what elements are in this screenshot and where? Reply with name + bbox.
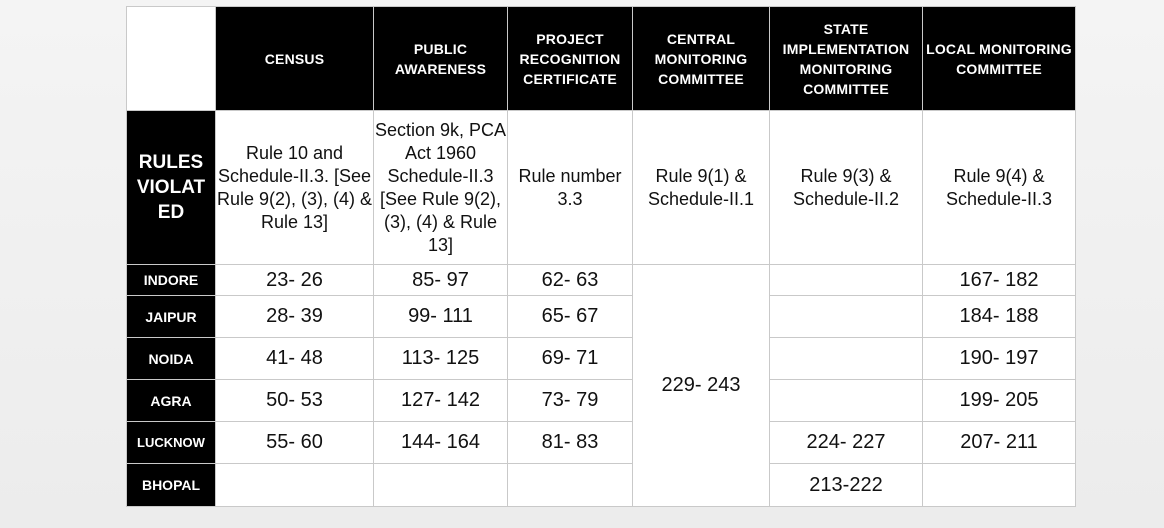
table-row [127,338,1076,380]
row-header-city: LUCKNOW [127,422,216,464]
cell-state-implementation [770,296,923,338]
col-header-local-monitoring-committee: LOCAL MONITORING COMMITTEE [923,7,1076,111]
col-header-census: CENSUS [216,7,374,111]
cell-local-monitoring [923,464,1076,507]
rules-violated-label [127,111,216,265]
cell-project-recognition: 65- 67 [508,296,633,338]
table-row [127,296,1076,338]
cell-project-recognition [508,464,633,507]
row-header-city: AGRA [127,380,216,422]
row-header-city: JAIPUR [127,296,216,338]
cell-project-recognition: 73- 79 [508,380,633,422]
row-header-city: NOIDA [127,338,216,380]
rule-census: Rule 10 and Schedule-II.3. [See Rule 9(2), (3), (4) & Rule 13] [216,111,374,265]
cell-census: 50- 53 [216,380,374,422]
table-row [127,265,1076,296]
table-row [127,422,1076,464]
cell-public-awareness: 113- 125 [374,338,508,380]
rule-public-awareness: Section 9k, PCA Act 1960 Schedule-II.3 [See Rule 9(2), (3), (4) & Rule 13] [374,111,508,265]
cell-project-recognition: 69- 71 [508,338,633,380]
col-header-central-monitoring-committee: CENTRAL MONITORING COMMITTEE [633,7,770,111]
rule-project-recognition: Rule number 3.3 [508,111,633,265]
cell-local-monitoring: 184- 188 [923,296,1076,338]
rule-local-monitoring: Rule 9(4) & Schedule-II.3 [923,111,1076,265]
rules-row [127,111,1076,265]
table-row [127,464,1076,507]
cell-local-monitoring: 167- 182 [923,265,1076,296]
cell-state-implementation [770,380,923,422]
cell-census: 28- 39 [216,296,374,338]
cell-central-monitoring-merged: 229- 243 [633,265,770,507]
cell-local-monitoring: 190- 197 [923,338,1076,380]
cell-project-recognition: 62- 63 [508,265,633,296]
cell-public-awareness [374,464,508,507]
cell-census: 41- 48 [216,338,374,380]
cell-local-monitoring: 199- 205 [923,380,1076,422]
cell-state-implementation: 213-222 [770,464,923,507]
cell-state-implementation [770,338,923,380]
cell-state-implementation [770,265,923,296]
header-row [127,7,1076,111]
cell-local-monitoring: 207- 211 [923,422,1076,464]
table-row [127,380,1076,422]
cell-census: 23- 26 [216,265,374,296]
col-header-public-awareness: PUBLIC AWARENESS [374,7,508,111]
row-header-city: BHOPAL [127,464,216,507]
cell-public-awareness: 127- 142 [374,380,508,422]
row-header-city: INDORE [127,265,216,296]
cell-state-implementation: 224- 227 [770,422,923,464]
rules-violated-text: RULES VIOLATED [136,152,206,223]
cell-public-awareness: 144- 164 [374,422,508,464]
cell-census [216,464,374,507]
rule-state-implementation: Rule 9(3) & Schedule-II.2 [770,111,923,265]
cell-public-awareness: 99- 111 [374,296,508,338]
cell-census: 55- 60 [216,422,374,464]
corner-cell [127,7,216,111]
col-header-state-implementation-monitoring-committee: STATE IMPLEMENTATION MONITORING COMMITTEE [770,7,923,111]
col-header-project-recognition-certificate: PROJECT RECOGNITION CERTIFICATE [508,7,633,111]
rules-violation-table [126,6,1076,507]
rule-central-monitoring: Rule 9(1) & Schedule-II.1 [633,111,770,265]
cell-project-recognition: 81- 83 [508,422,633,464]
cell-public-awareness: 85- 97 [374,265,508,296]
